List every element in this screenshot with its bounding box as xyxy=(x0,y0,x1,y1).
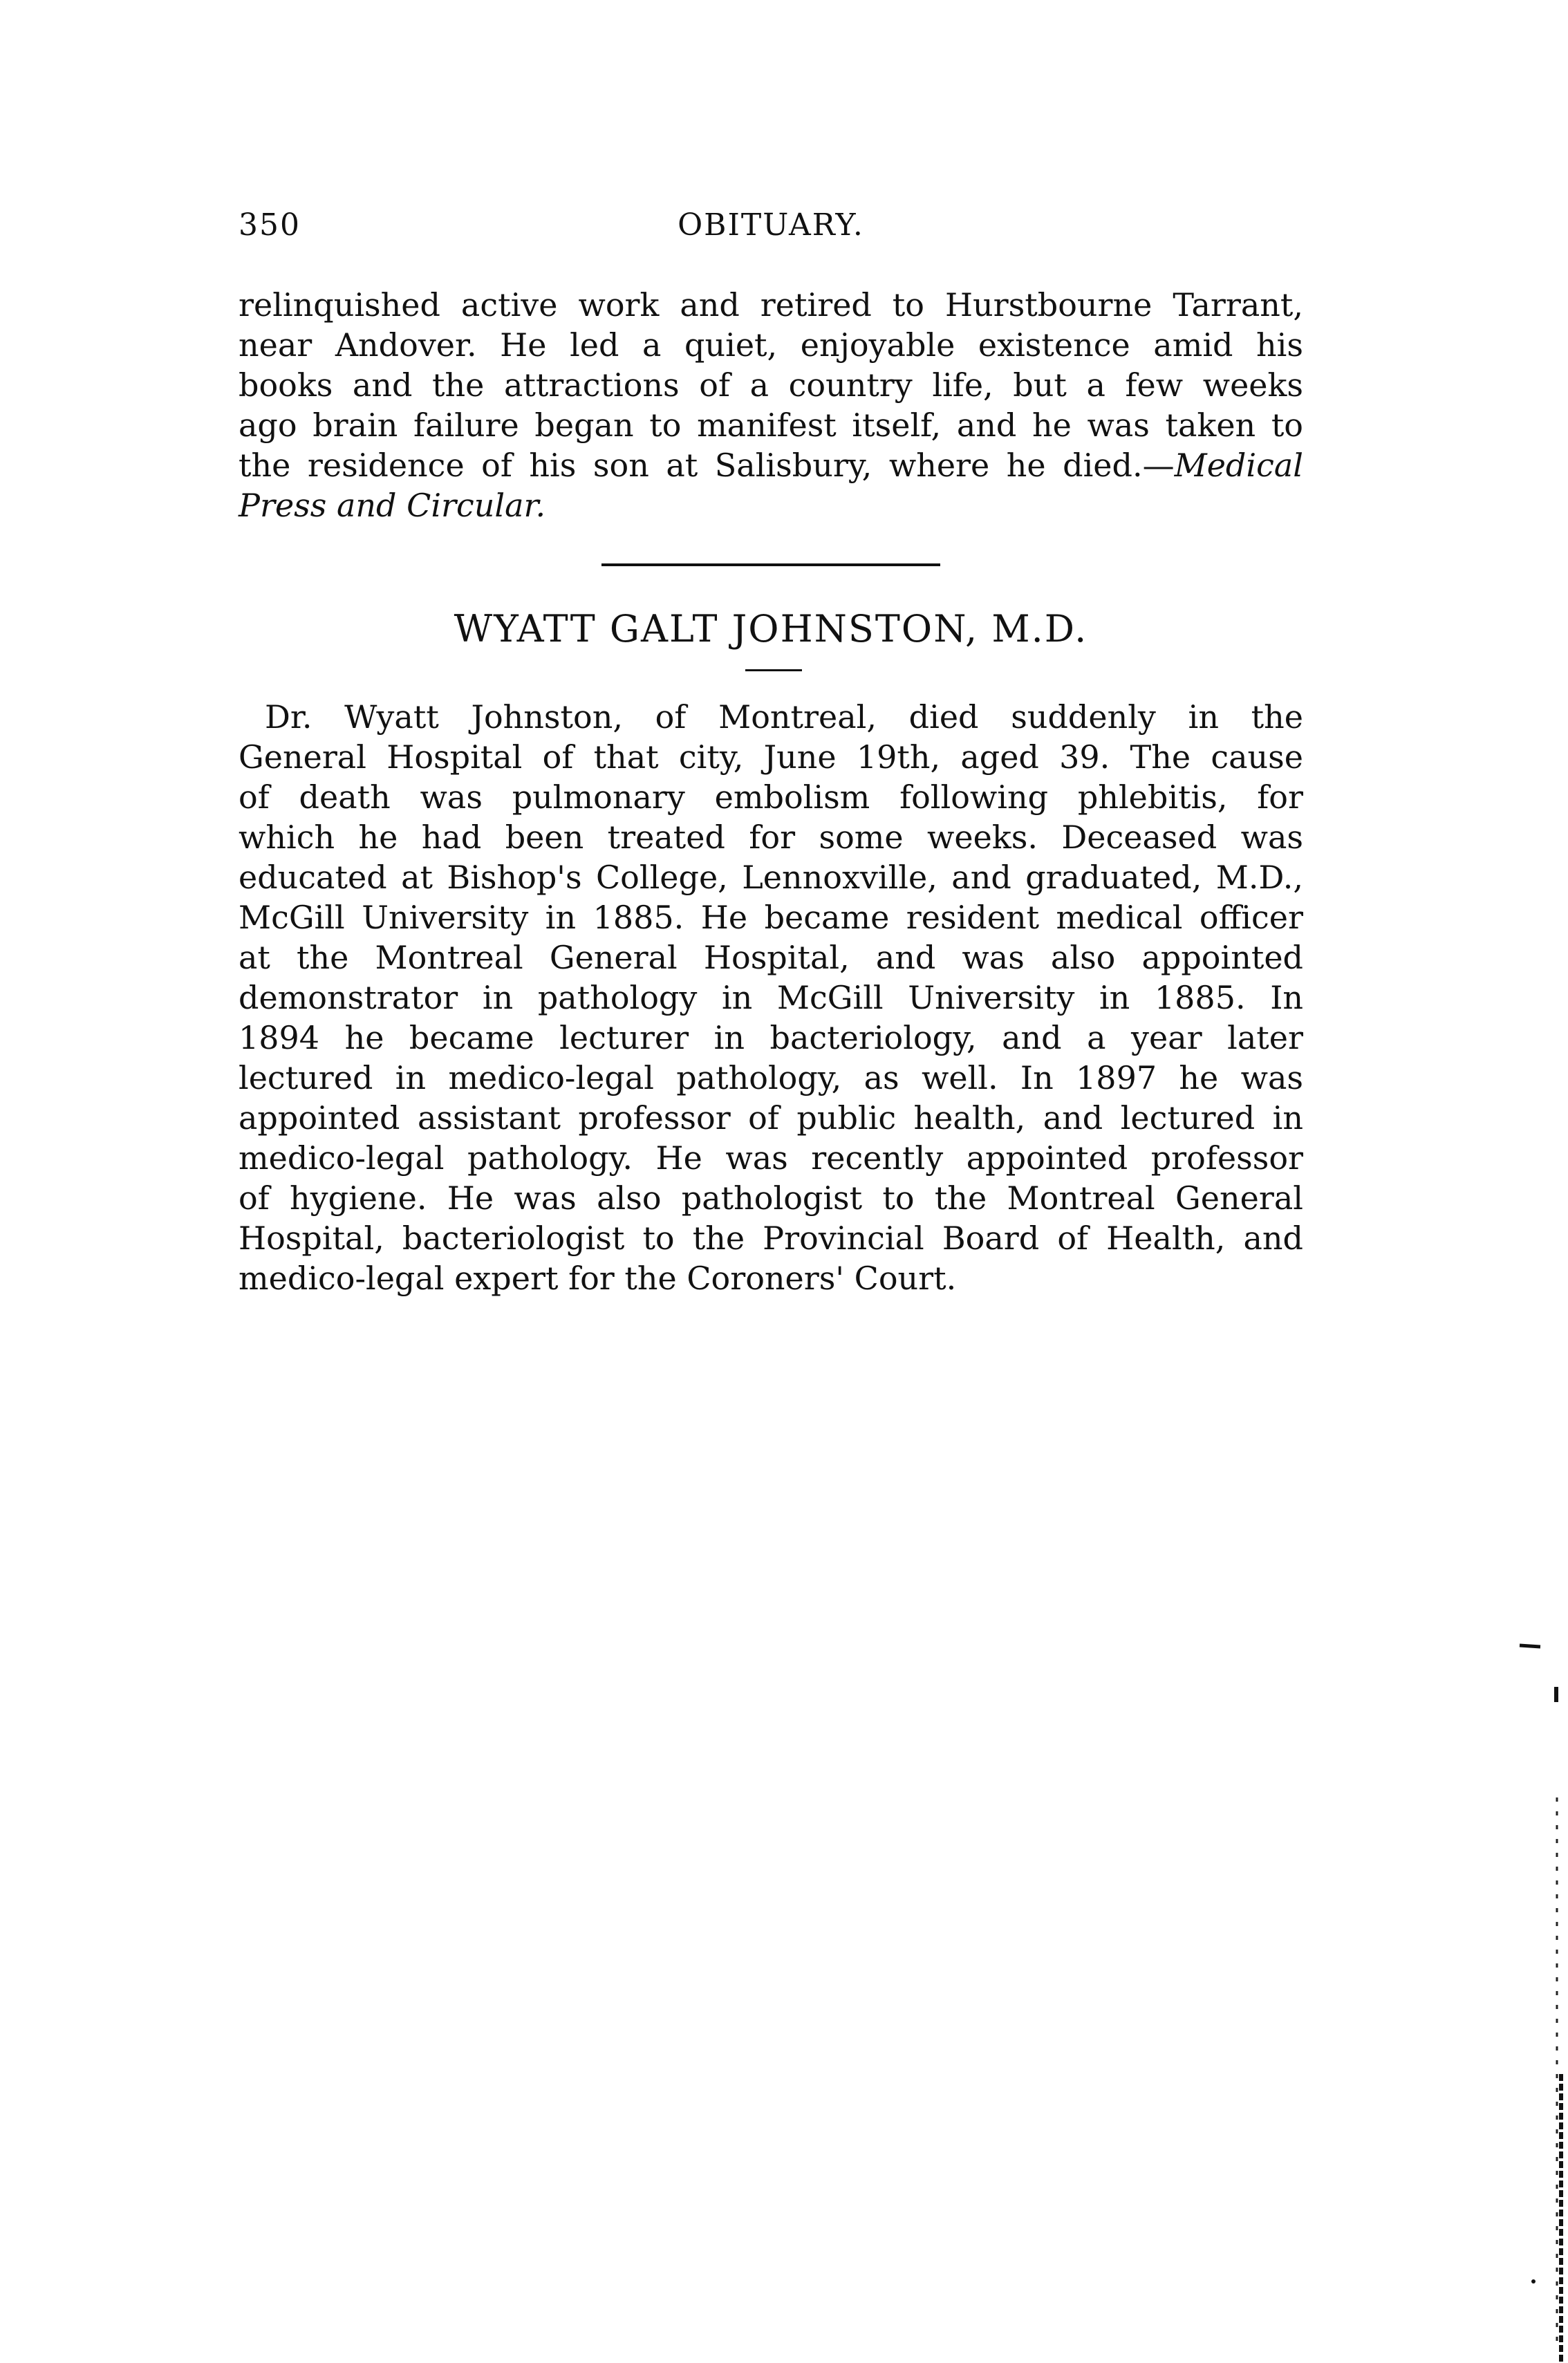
text-line: lectured in medico-legal pathology, as well. In 1897 he was xyxy=(239,1059,1303,1096)
source-citation-start: Medical xyxy=(1174,447,1303,484)
text-line: at the Montreal General Hospital, and was also appointed xyxy=(239,939,1303,976)
text-line: of hygiene. He was also pathologist to the Montreal General xyxy=(239,1179,1303,1217)
text-line: McGill University in 1885. He became resident medical officer xyxy=(239,899,1303,936)
text-line: appointed assistant professor of public health, and lectured in xyxy=(239,1099,1303,1137)
text-line: books and the attractions of a country life, but a few weeks xyxy=(239,366,1303,404)
text-segment: the residence of his son at Salisbury, where he died.— xyxy=(239,447,1175,484)
source-citation-end: Press and Circular. xyxy=(239,487,546,524)
obituary-body xyxy=(239,697,1303,1298)
text-line: medico-legal pathology. He was recently appointed professor xyxy=(239,1139,1303,1177)
heading-underline xyxy=(745,669,802,671)
text-line: medico-legal expert for the Coroners' Court. xyxy=(239,1260,957,1297)
obituary-heading: WYATT GALT JOHNSTON, M.D. xyxy=(454,607,1088,651)
intro-paragraph xyxy=(239,285,1303,525)
text-line: near Andover. He led a quiet, enjoyable existence amid his xyxy=(239,326,1303,364)
section-divider xyxy=(601,563,940,566)
text-line: 1894 he became lecturer in bacteriology, and a year later xyxy=(239,1019,1303,1056)
text-line: relinquished active work and retired to Hurstbourne Tarrant, xyxy=(239,286,1303,324)
text-line: Dr. Wyatt Johnston, of Montreal, died suddenly in the xyxy=(265,698,1303,736)
text-line: Hospital, bacteriologist to the Provincial Board of Health, and xyxy=(239,1220,1303,1257)
text-line: ago brain failure began to manifest itself, and he was taken to xyxy=(239,407,1303,444)
text-line-with-source xyxy=(239,445,1303,485)
text-line: educated at Bishop's College, Lennoxville, and graduated, M.D., xyxy=(239,859,1303,896)
scan-edge-marks xyxy=(1513,1590,1568,2363)
running-title: OBITUARY. xyxy=(678,207,864,243)
text-line: General Hospital of that city, June 19th, aged 39. The cause xyxy=(239,738,1303,776)
text-line: demonstrator in pathology in McGill University in 1885. In xyxy=(239,979,1303,1016)
running-head xyxy=(239,207,1303,256)
text-line: of death was pulmonary embolism following phlebitis, for xyxy=(239,778,1303,816)
page-number: 350 xyxy=(239,207,301,243)
text-line: which he had been treated for some weeks. Deceased was xyxy=(239,819,1303,856)
